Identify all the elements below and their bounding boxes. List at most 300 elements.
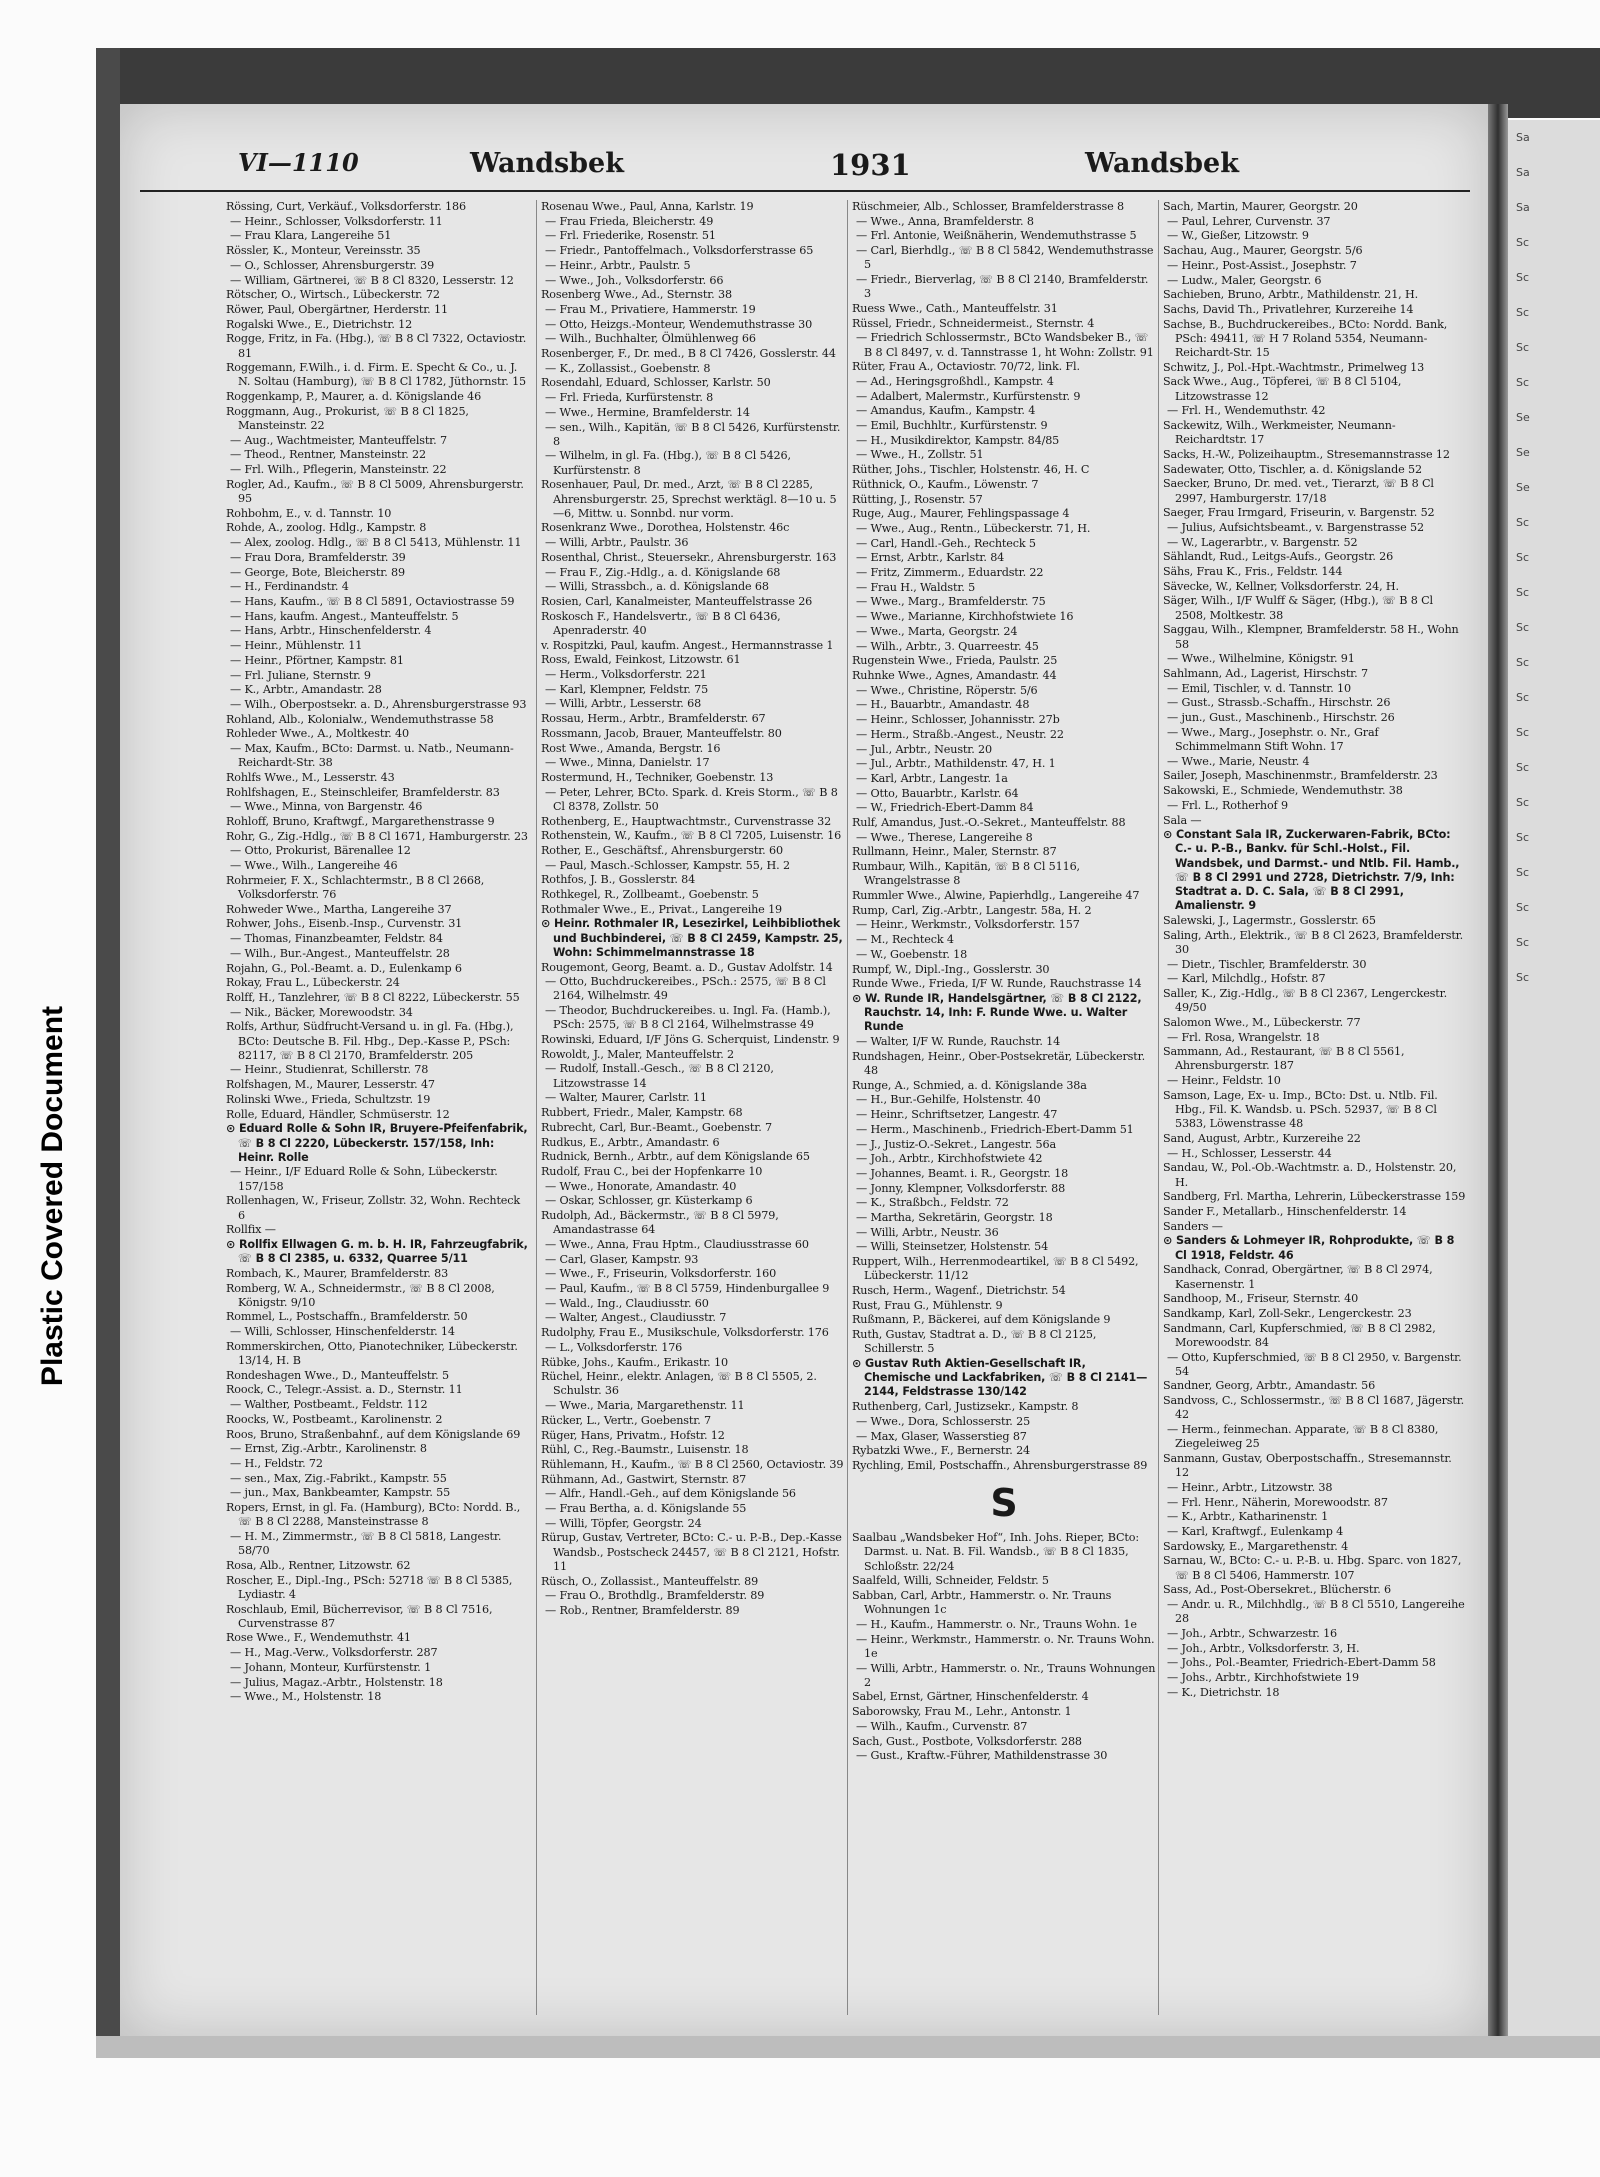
directory-entry: — Alex, zoolog. Hdlg., ☏ B 8 Cl 5413, Mühlenstr. 11 <box>230 536 522 550</box>
section-letter-heading: S <box>990 1481 1018 1526</box>
directory-entry: Rohrmeier, F. X., Schlachtermstr., B 8 Cl 2668, Volksdorferstr. 76 <box>226 873 485 902</box>
directory-entry: — Willi, Strassbch., a. d. Königslande 68 <box>545 580 769 594</box>
directory-entry: Sandhack, Conrad, Obergärtner, ☏ B 8 Cl 2974, Kasernenstr. 1 <box>1163 1263 1433 1291</box>
directory-entry: — Wwe., M., Holstenstr. 18 <box>230 1690 382 1704</box>
directory-entry: Ropers, Ernst, in gl. Fa. (Hamburg), BCto: Nordd. B., ☏ B 8 Cl 2288, Mansteinstrasse 8 <box>226 1501 521 1529</box>
directory-entry: Roschlaub, Emil, Bücherrevisor, ☏ B 8 Cl 7516, Curvenstrasse 87 <box>226 1602 493 1630</box>
directory-entry: — Julius, Magaz.-Arbtr., Holstenstr. 18 <box>230 1675 443 1689</box>
directory-entry: Rumpf, W., Dipl.-Ing., Gosslerstr. 30 <box>852 962 1050 976</box>
directory-entry: — Heinr., Arbtr., Paulstr. 5 <box>545 258 691 272</box>
directory-entry: — H., Mag.-Verw., Volksdorferstr. 287 <box>230 1646 438 1660</box>
directory-entry: — Ernst, Arbtr., Karlstr. 84 <box>856 551 1005 565</box>
directory-entry: Runge, A., Schmied, a. d. Königslande 38a <box>852 1078 1087 1092</box>
directory-entry: — Frau Klara, Langereihe 51 <box>230 229 392 243</box>
directory-entry: — Frl. Antonie, Weißnäherin, Wendemuthstrasse 5 <box>856 229 1137 243</box>
directory-entry: — Wwe., Minna, von Bargenstr. 46 <box>230 800 423 814</box>
directory-entry: — Heinr., Schlosser, Volksdorferstr. 11 <box>230 214 443 228</box>
facing-page-fragment: Sc <box>1516 236 1530 249</box>
directory-entry: Sachs, David Th., Privatlehrer, Kurzereihe 14 <box>1163 302 1414 316</box>
directory-entry: Sandau, W., Pol.-Ob.-Wachtmstr. a. D., Holstenstr. 20, H. <box>1163 1161 1457 1189</box>
directory-entry: Rother, E., Geschäftsf., Ahrensburgerstr. 60 <box>541 843 783 857</box>
directory-entry: — Heinr., Werkmstr., Hammerstr. o. Nr. Trauns Wohn. 1e <box>856 1632 1155 1660</box>
facing-page-edge <box>1508 120 1600 2040</box>
directory-entry: — Julius, Aufsichtsbeamt., v. Bargenstrasse 52 <box>1167 520 1424 534</box>
directory-entry: — H., Kaufm., Hammerstr. o. Nr., Trauns Wohn. 1e <box>856 1617 1137 1631</box>
directory-entry: Sackewitz, Wilh., Werkmeister, Neumann-Reichardtstr. 17 <box>1163 419 1396 447</box>
directory-entry: — Otto, Kupferschmied, ☏ B 8 Cl 2950, v. Bargenstr. 54 <box>1167 1350 1462 1378</box>
directory-entry: — H., Bur.-Gehilfe, Holstenstr. 40 <box>856 1093 1041 1107</box>
directory-entry: — Joh., Arbtr., Schwarzestr. 16 <box>1167 1626 1338 1640</box>
directory-entry: — K., Zollassist., Goebenstr. 8 <box>545 361 711 375</box>
directory-entry: — Herm., Maschinenb., Friedrich-Ebert-Damm 51 <box>856 1122 1134 1136</box>
directory-entry: — Thomas, Finanzbeamter, Feldstr. 84 <box>230 932 443 946</box>
directory-entry: Sailer, Joseph, Maschinenmstr., Bramfelderstr. 23 <box>1163 769 1438 783</box>
directory-entry: Rosendahl, Eduard, Schlosser, Karlstr. 50 <box>541 376 771 390</box>
facing-page-fragment: Sc <box>1516 621 1530 634</box>
directory-entry: Saecker, Bruno, Dr. med. vet., Tierarzt, ☏ B 8 Cl 2997, Hamburgerstr. 17/18 <box>1163 477 1434 505</box>
directory-entry: Rullmann, Heinr., Maler, Sternstr. 87 <box>852 845 1057 859</box>
directory-entry: Rose Wwe., F., Wendemuthstr. 41 <box>226 1631 411 1645</box>
directory-entry: — Hans, Arbtr., Hinschenfelderstr. 4 <box>230 624 432 638</box>
directory-entry: Rogalski Wwe., E., Dietrichstr. 12 <box>226 317 413 331</box>
directory-entry: Rudolphy, Frau E., Musikschule, Volksdorferstr. 176 <box>541 1326 829 1340</box>
directory-entry: Rumbaur, Wilh., Kapitän, ☏ B 8 Cl 5116, Wrangelstrasse 8 <box>852 860 1080 888</box>
directory-entry: — Frl. Juliane, Sternstr. 9 <box>230 668 371 682</box>
directory-entry: Rohleder Wwe., A., Moltkestr. 40 <box>226 727 409 741</box>
directory-entry: — H., Schlosser, Lesserstr. 44 <box>1167 1146 1332 1160</box>
directory-entry: Ruess Wwe., Cath., Manteuffelstr. 31 <box>852 301 1058 315</box>
book-spine <box>1488 104 1508 2054</box>
directory-entry: — Max, Kaufm., BCto: Darmst. u. Natb., Neumann-Reichardt-Str. 38 <box>230 742 514 770</box>
facing-page-fragment: Sc <box>1516 691 1530 704</box>
directory-entry: — sen., Max, Zig.-Fabrikt., Kampstr. 55 <box>230 1471 447 1485</box>
directory-entry: Ruth, Gustav, Stadtrat a. D., ☏ B 8 Cl 2125, Schillerstr. 5 <box>852 1328 1097 1356</box>
directory-column-4 <box>1158 200 1467 2015</box>
facing-page-fragment: Sc <box>1516 516 1530 529</box>
directory-entry: — Wwe., Marianne, Kirchhofstwiete 16 <box>856 610 1074 624</box>
directory-entry: — Frau M., Privatiere, Hammerstr. 19 <box>545 302 756 316</box>
directory-entry: Sala — <box>1163 813 1202 827</box>
facing-page-fragment: Sc <box>1516 936 1530 949</box>
facing-page-fragment: Sc <box>1516 761 1530 774</box>
directory-entry: Rosenhauer, Paul, Dr. med., Arzt, ☏ B 8 Cl 2285, Ahrensburgerstr. 25, Sprechst werktägl. 8—10 u. 5—6, Mittw. u. Sonnbd. nur vorm. <box>541 478 837 520</box>
directory-columns <box>226 200 1476 2015</box>
directory-entry: Saalfeld, Willi, Schneider, Feldstr. 5 <box>852 1574 1049 1588</box>
directory-entry: — Wwe., Marie, Neustr. 4 <box>1167 754 1310 768</box>
directory-entry: — Rudolf, Install.-Gesch., ☏ B 8 Cl 2120, Litzowstrasse 14 <box>545 1062 774 1090</box>
directory-entry: — Wilh., Buchhalter, Ölmühlenweg 66 <box>545 332 756 346</box>
directory-entry: Rüchel, Heinr., elektr. Anlagen, ☏ B 8 Cl 5505, 2. Schulstr. 36 <box>541 1370 817 1398</box>
directory-entry: — Carl, Handl.-Geh., Rechteck 5 <box>856 536 1036 550</box>
directory-entry: Rosenberg Wwe., Ad., Sternstr. 38 <box>541 288 732 302</box>
directory-entry: — Frl. L., Rotherhof 9 <box>1167 798 1288 812</box>
directory-entry: Rogler, Ad., Kaufm., ☏ B 8 Cl 5009, Ahrensburgerstr. 95 <box>226 477 524 506</box>
directory-entry: — Otto, Heizgs.-Monteur, Wendemuthstrasse 30 <box>545 317 813 331</box>
directory-entry: Rost Wwe., Amanda, Bergstr. 16 <box>541 741 721 755</box>
facing-page-fragment: Sc <box>1516 341 1530 354</box>
directory-entry: Rubrecht, Carl, Bur.-Beamt., Goebenstr. 7 <box>541 1120 772 1134</box>
directory-entry: Saeger, Frau Irmgard, Friseurin, v. Bargenstr. 52 <box>1163 506 1435 520</box>
directory-entry: ⊙ Heinr. Rothmaler IR, Lesezirkel, Leihbibliothek und Buchbinderei, ☏ B 8 Cl 2459, Kampstr. 25, Wohn: Schimmelmannstrasse 18 <box>541 917 843 959</box>
directory-entry: Rolle, Eduard, Händler, Schmüserstr. 12 <box>226 1107 450 1121</box>
directory-entry: — Hans, kaufm. Angest., Manteuffelstr. 5 <box>230 609 459 623</box>
directory-entry: Rothenberg, E., Hauptwachtmstr., Curvenstrasse 32 <box>541 814 832 828</box>
directory-entry: Roscher, E., Dipl.-Ing., PSch: 52718 ☏ B 8 Cl 5385, Lydiastr. 4 <box>226 1573 513 1601</box>
directory-entry: Rulf, Amandus, Just.-O.-Sekret., Manteuffelstr. 88 <box>852 816 1126 830</box>
directory-entry: Rybatzki Wwe., F., Bernerstr. 24 <box>852 1444 1030 1458</box>
directory-entry: — Friedrich Schlossermstr., BCto Wandsbeker B., ☏ B 8 Cl 8497, v. d. Tannstrasse 1, ht Wohn: Zollstr. 91 <box>856 331 1154 359</box>
directory-entry: — Willi, Arbtr., Paulstr. 36 <box>545 536 689 550</box>
directory-entry: — Wwe., Anna, Bramfelderstr. 8 <box>856 214 1034 228</box>
directory-entry: — Johann, Monteur, Kurfürstenstr. 1 <box>230 1660 432 1674</box>
directory-entry: — Heinr., Feldstr. 10 <box>1167 1074 1281 1088</box>
directory-entry: Rust, Frau G., Mühlenstr. 9 <box>852 1298 1003 1312</box>
directory-entry: Rogge, Fritz, in Fa. (Hbg.), ☏ B 8 Cl 7322, Octaviostr. 81 <box>226 332 527 360</box>
facing-page-fragment: Sc <box>1516 376 1530 389</box>
directory-entry: — Ludw., Maler, Georgstr. 6 <box>1167 273 1322 287</box>
directory-entry: — Frl. Friederike, Rosenstr. 51 <box>545 229 716 243</box>
directory-entry: Rokay, Frau L., Lübeckerstr. 24 <box>226 976 400 990</box>
directory-entry: Rosa, Alb., Rentner, Litzowstr. 62 <box>226 1558 411 1572</box>
directory-entry: Rohwer, Johs., Eisenb.-Insp., Curvenstr. 31 <box>226 917 463 931</box>
directory-entry: — Jonny, Klempner, Volksdorferstr. 88 <box>856 1181 1066 1195</box>
directory-entry: — Wwe., Maria, Margarethenstr. 11 <box>545 1399 745 1413</box>
directory-entry: — sen., Wilh., Kapitän, ☏ B 8 Cl 5426, Kurfürstenstr. 8 <box>545 420 841 448</box>
directory-entry: — Willi, Schlosser, Hinschenfelderstr. 14 <box>230 1325 455 1339</box>
directory-entry: — Walter, I/F W. Runde, Rauchstr. 14 <box>856 1035 1061 1049</box>
side-label: Plastic Covered Document <box>36 1005 69 1387</box>
directory-entry: Röwer, Paul, Obergärtner, Herderstr. 11 <box>226 302 448 316</box>
directory-entry: Sand, August, Arbtr., Kurzereihe 22 <box>1163 1132 1361 1145</box>
directory-entry: — Heinr., Mühlenstr. 11 <box>230 639 363 653</box>
directory-entry: — Wwe., F., Friseurin, Volksdorferstr. 160 <box>545 1267 777 1281</box>
directory-entry: Rohloff, Bruno, Kraftwgf., Margarethenstrasse 9 <box>226 815 495 829</box>
facing-page-fragment: Sa <box>1516 131 1530 144</box>
directory-entry: Sakowski, E., Schmiede, Wendemuthstr. 38 <box>1163 784 1403 798</box>
directory-entry: — Carl, Glaser, Kampstr. 93 <box>545 1252 699 1266</box>
directory-entry: Rössing, Curt, Verkäuf., Volksdorferstr. 186 <box>226 200 466 213</box>
directory-entry: — Paul, Lehrer, Curvenstr. 37 <box>1167 214 1331 228</box>
directory-entry: Ruppert, Wilh., Herrenmodeartikel, ☏ B 8 Cl 5492, Lübeckerstr. 11/12 <box>852 1255 1139 1283</box>
facing-page-fragment: Sc <box>1516 831 1530 844</box>
directory-entry: ⊙ Rollfix Ellwagen G. m. b. H. IR, Fahrzeugfabrik, ☏ B 8 Cl 2385, u. 6332, Quarree 5/11 <box>226 1237 528 1266</box>
directory-entry: — W., Friedrich-Ebert-Damm 84 <box>856 801 1034 815</box>
directory-entry: Ross, Ewald, Feinkost, Litzowstr. 61 <box>541 653 741 667</box>
facing-page-fragment: Sa <box>1516 166 1530 179</box>
directory-entry: Sandberg, Frl. Martha, Lehrerin, Lübeckerstrasse 159 <box>1163 1190 1466 1204</box>
directory-entry: — Heinr., I/F Eduard Rolle & Sohn, Lübeckerstr. 157/158 <box>230 1165 498 1193</box>
directory-entry: Rosenberger, F., Dr. med., B 8 Cl 7426, Gosslerstr. 44 <box>541 347 836 361</box>
directory-entry: Rusch, Herm., Wagenf., Dietrichstr. 54 <box>852 1284 1066 1298</box>
directory-entry: — Ernst, Zig.-Arbtr., Karolinenstr. 8 <box>230 1442 427 1456</box>
directory-entry: Schwitz, J., Pol.-Hpt.-Wachtmstr., Primelweg 13 <box>1163 360 1425 374</box>
directory-entry: Rüsch, O., Zollassist., Manteuffelstr. 89 <box>541 1574 759 1588</box>
directory-entry: — Wwe., Wilh., Langereihe 46 <box>230 859 398 873</box>
directory-entry: Sach, Martin, Maurer, Georgstr. 20 <box>1163 200 1358 213</box>
directory-entry: Saling, Arth., Elektrik., ☏ B 8 Cl 2623, Bramfelderstr. 30 <box>1163 928 1464 956</box>
directory-entry: Rolfs, Arthur, Südfrucht-Versand u. in gl. Fa. (Hbg.), BCto: Deutsche B. Fil. Hbg., Dep.-Kasse P., PSch: 82117, ☏ B 8 Cl 2170, Bramfelderstr. 205 <box>226 1020 514 1062</box>
directory-entry: Rolinski Wwe., Frieda, Schultzstr. 19 <box>226 1092 431 1106</box>
directory-entry: Rußmann, P., Bäckerei, auf dem Königslande 9 <box>852 1313 1111 1327</box>
directory-entry: Samson, Lage, Ex- u. Imp., BCto: Dst. u. Ntlb. Fil. Hbg., Fil. K. Wandsb. u. PSch. 52937, ☏ B 8 Cl 5383, Löwenstrasse 48 <box>1163 1088 1438 1131</box>
facing-page-fragment: Sa <box>1516 201 1530 214</box>
directory-entry: Rothmaler Wwe., E., Privat., Langereihe 19 <box>541 902 782 916</box>
directory-entry: — Karl, Kraftwgf., Eulenkamp 4 <box>1167 1524 1344 1538</box>
directory-entry: Rötscher, O., Wirtsch., Lübeckerstr. 72 <box>226 288 440 302</box>
directory-entry: Sandmann, Carl, Kupferschmied, ☏ B 8 Cl 2982, Morewoodstr. 84 <box>1163 1321 1436 1349</box>
directory-entry: — Wwe., H., Zollstr. 51 <box>856 448 984 462</box>
directory-entry: — Johs., Arbtr., Kirchhofstwiete 19 <box>1167 1671 1359 1685</box>
directory-entry: — Gust., Strassb.-Schaffn., Hirschstr. 26 <box>1167 696 1391 710</box>
directory-entry: Rougemont, Georg, Beamt. a. D., Gustav Adolfstr. 14 <box>541 960 833 974</box>
directory-entry: — K., Straßbch., Feldstr. 72 <box>856 1196 1009 1210</box>
directory-entry: — Joh., Arbtr., Kirchhofstwiete 42 <box>856 1152 1043 1166</box>
directory-entry: Roock, C., Telegr.-Assist. a. D., Sternstr. 11 <box>226 1383 463 1397</box>
directory-entry: Rummler Wwe., Alwine, Papierhdlg., Langereihe 47 <box>852 889 1140 903</box>
directory-column-3 <box>847 200 1156 2015</box>
directory-entry: Sardowsky, E., Margarethenstr. 4 <box>1163 1539 1349 1553</box>
directory-entry: — H., Bauarbtr., Amandastr. 48 <box>856 698 1030 712</box>
directory-entry: Rüter, Frau A., Octaviostr. 70/72, link. Fl. <box>852 360 1080 374</box>
directory-entry: — Frl. Frieda, Kurfürstenstr. 8 <box>545 391 714 405</box>
directory-entry: — Ad., Heringsgroßhdl., Kampstr. 4 <box>856 374 1054 388</box>
facing-page-fragment: Sc <box>1516 971 1530 984</box>
directory-entry: — Heinr., Arbtr., Litzowstr. 38 <box>1167 1480 1333 1494</box>
directory-entry: Rugenstein Wwe., Frieda, Paulstr. 25 <box>852 654 1058 668</box>
directory-entry: — Herm., feinmechan. Apparate, ☏ B 8 Cl 8380, Ziegeleiweg 25 <box>1167 1423 1439 1451</box>
directory-entry: — Frau H., Waldstr. 5 <box>856 580 976 594</box>
directory-entry: Rüschmeier, Alb., Schlosser, Bramfelderstrasse 8 <box>852 200 1124 213</box>
directory-entry: Salewski, J., Lagermstr., Gosslerstr. 65 <box>1163 913 1376 927</box>
directory-entry: Rundshagen, Heinr., Ober-Postsekretär, Lübeckerstr. 48 <box>852 1049 1145 1077</box>
directory-entry: — Heinr., Werkmstr., Volksdorferstr. 157 <box>856 918 1080 932</box>
directory-entry: ⊙ W. Runde IR, Handelsgärtner, ☏ B 8 Cl 2122, Rauchstr. 14, Inh: F. Runde Wwe. u. Walter Runde <box>852 991 1142 1034</box>
directory-entry: Rollfix — <box>226 1223 276 1237</box>
directory-entry: Ruge, Aug., Maurer, Fehlingspassage 4 <box>852 507 1070 521</box>
page-header <box>140 138 1470 192</box>
directory-entry: Rohr, G., Zig.-Hdlg., ☏ B 8 Cl 1671, Hamburgerstr. 23 <box>226 829 528 843</box>
directory-entry: — Carl, Bierhdlg., ☏ B 8 Cl 5842, Wendemuthstrasse 5 <box>856 244 1154 272</box>
directory-entry: Rudnick, Bernh., Arbtr., auf dem Königslande 65 <box>541 1150 810 1164</box>
directory-entry: — Otto, Bauarbtr., Karlstr. 64 <box>856 786 1019 800</box>
directory-entry: — Wilhelm, in gl. Fa. (Hbg.), ☏ B 8 Cl 5426, Kurfürstenstr. 8 <box>545 449 791 477</box>
directory-entry: Rollenhagen, W., Friseur, Zollstr. 32, Wohn. Rechteck 6 <box>226 1194 521 1222</box>
directory-entry: — Frau Bertha, a. d. Königslande 55 <box>545 1502 747 1516</box>
facing-page-fragment: Se <box>1516 481 1530 494</box>
directory-entry: Rössler, K., Monteur, Vereinsstr. 35 <box>226 244 421 258</box>
directory-entry: Sach, Gust., Postbote, Volksdorferstr. 288 <box>852 1734 1082 1748</box>
directory-entry: — Friedr., Pantoffelmach., Volksdorferstrasse 65 <box>545 244 814 258</box>
directory-entry: — Frl. Rosa, Wrangelstr. 18 <box>1167 1030 1320 1044</box>
directory-entry: Saborowsky, Frau M., Lehr., Antonstr. 1 <box>852 1705 1072 1719</box>
directory-entry: — Wwe., Christine, Röperstr. 5/6 <box>856 683 1038 697</box>
directory-entry: — L., Volksdorferstr. 176 <box>545 1340 683 1354</box>
directory-entry: — M., Rechteck 4 <box>856 933 954 947</box>
directory-entry: Rothenstein, W., Kaufm., ☏ B 8 Cl 7205, Luisenstr. 16 <box>541 829 842 843</box>
directory-entry: Rychling, Emil, Postschaffn., Ahrensburgerstrasse 89 <box>852 1458 1148 1472</box>
directory-entry: Rosenkranz Wwe., Dorothea, Holstenstr. 46c <box>541 521 790 535</box>
directory-entry: Rühl, C., Reg.-Baumstr., Luisenstr. 18 <box>541 1443 749 1457</box>
directory-entry: — Alfr., Handl.-Geh., auf dem Königslande 56 <box>545 1487 796 1501</box>
directory-entry: Sandkamp, Karl, Zoll-Sekr., Lengerckestr. 23 <box>1163 1306 1412 1320</box>
directory-entry: — Martha, Sekretärin, Georgstr. 18 <box>856 1211 1053 1225</box>
directory-entry: Rüther, Johs., Tischler, Holstenstr. 46, H. C <box>852 463 1090 477</box>
facing-page-fragment: Sc <box>1516 866 1530 879</box>
directory-entry: Rothkegel, R., Zollbeamt., Goebenstr. 5 <box>541 888 759 902</box>
directory-entry: Rübke, Johs., Kaufm., Erikastr. 10 <box>541 1355 728 1369</box>
directory-entry: — Frau Frieda, Bleicherstr. 49 <box>545 214 714 228</box>
directory-entry: Roggenkamp, P., Maurer, a. d. Königslande 46 <box>226 390 482 404</box>
directory-entry: Rudolph, Ad., Bäckermstr., ☏ B 8 Cl 5979, Amandastrasse 64 <box>541 1209 779 1237</box>
directory-entry: — Emil, Tischler, v. d. Tannstr. 10 <box>1167 681 1351 695</box>
directory-entry: Rohland, Alb., Kolonialw., Wendemuthstrasse 58 <box>226 712 494 726</box>
directory-entry: — Herm., Volksdorferstr. 221 <box>545 668 707 681</box>
directory-entry: — Wwe., Marg., Bramfelderstr. 75 <box>856 595 1046 609</box>
directory-entry: — Max, Glaser, Wasserstieg 87 <box>856 1429 1027 1443</box>
directory-entry: — Willi, Steinsetzer, Holstenstr. 54 <box>856 1240 1049 1254</box>
directory-entry: Salomon Wwe., M., Lübeckerstr. 77 <box>1163 1015 1361 1029</box>
directory-entry: Sachieben, Bruno, Arbtr., Mathildenstr. 21, H. <box>1163 288 1418 302</box>
scanner-shadow-bottom <box>96 2036 1600 2058</box>
directory-entry: — Wilh., Bur.-Angest., Manteuffelstr. 28 <box>230 946 450 960</box>
directory-entry: — Jul., Arbtr., Mathildenstr. 47, H. 1 <box>856 757 1056 771</box>
directory-entry: Sack Wwe., Aug., Töpferei, ☏ B 8 Cl 5104, Litzowstrasse 12 <box>1163 375 1402 403</box>
directory-column-2 <box>536 200 845 2015</box>
directory-entry: Rohweder Wwe., Martha, Langereihe 37 <box>226 902 452 916</box>
facing-page-fragment: Sc <box>1516 551 1530 564</box>
directory-entry: — Herm., Straßb.-Angest., Neustr. 22 <box>856 727 1064 741</box>
directory-entry: Sacks, H.-W., Polizeihauptm., Stresemannstrasse 12 <box>1163 447 1450 461</box>
directory-entry: Ruthenberg, Carl, Justizsekr., Kampstr. 8 <box>852 1400 1079 1414</box>
directory-entry: Saggau, Wilh., Klempner, Bramfelderstr. 58 H., Wohn 58 <box>1163 623 1459 651</box>
left-running-title: Wandsbek <box>470 148 624 179</box>
directory-entry: Sanders — <box>1163 1219 1223 1233</box>
directory-entry: ⊙ Constant Sala IR, Zuckerwaren-Fabrik, BCto: C.- u. P.-B., Bankv. für Schl.-Holst., Fil. Wandsbek, und Darmst.- und Ntlb. Fil. Hamb., ☏ B 8 Cl 2991 und 2728, Dietrichstr. 7/9, Inh: Stadtrat a. D. C. Sala, ☏ B 8 Cl 2991, Amalienstr. 9 <box>1163 828 1460 913</box>
directory-entry: — Heinr., Schriftsetzer, Langestr. 47 <box>856 1108 1058 1122</box>
directory-entry: — Karl, Milchdlg., Hofstr. 87 <box>1167 972 1326 986</box>
facing-page-fragment: Sc <box>1516 656 1530 669</box>
directory-entry: — Wilh., Oberpostsekr. a. D., Ahrensburgerstrasse 93 <box>230 697 527 711</box>
directory-entry: Rühmann, Ad., Gastwirt, Sternstr. 87 <box>541 1472 747 1486</box>
directory-entry: — jun., Gust., Maschinenb., Hirschstr. 26 <box>1167 711 1395 725</box>
year-title: 1931 <box>830 148 911 182</box>
directory-entry: — H., Ferdinandstr. 4 <box>230 580 349 594</box>
directory-entry: — Wwe., Honorate, Amandastr. 40 <box>545 1179 737 1193</box>
directory-entry: — Frl. Wilh., Pflegerin, Mansteinstr. 22 <box>230 463 447 477</box>
directory-entry: Rüssel, Friedr., Schneidermeist., Sternstr. 4 <box>852 316 1095 330</box>
directory-entry: — Frau O., Brothdlg., Bramfelderstr. 89 <box>545 1589 765 1603</box>
directory-entry: — Otto, Buchdruckereibes., PSch.: 2575, ☏ B 8 Cl 2164, Wilhelmstr. 49 <box>545 975 826 1003</box>
directory-entry: Rohbohm, E., v. d. Tannstr. 10 <box>226 506 392 520</box>
directory-entry: — W., Lagerarbtr., v. Bargenstr. 52 <box>1167 535 1358 549</box>
directory-entry: Sander F., Metallarb., Hinschenfelderstr. 14 <box>1163 1205 1407 1219</box>
directory-entry: Rürup, Gustav, Vertreter, BCto: C.- u. P.-B., Dep.-Kasse Wandsb., Postscheck 24457, ☏ B 8 Cl 2121, Hofstr. 11 <box>541 1531 842 1573</box>
directory-entry: — Dietr., Tischler, Bramfelderstr. 30 <box>1167 957 1367 971</box>
directory-entry: — Andr. u. R., Milchhdlg., ☏ B 8 Cl 5510, Langereihe 28 <box>1167 1598 1465 1626</box>
facing-page-fragment: Se <box>1516 446 1530 459</box>
directory-entry: ⊙ Sanders & Lohmeyer IR, Rohprodukte, ☏ B 8 Cl 1918, Feldstr. 46 <box>1163 1234 1455 1262</box>
directory-entry: — Wilh., Kaufm., Curvenstr. 87 <box>856 1719 1028 1733</box>
directory-entry: Rothfos, J. B., Gosslerstr. 84 <box>541 873 696 887</box>
directory-entry: — Willi, Töpfer, Georgstr. 24 <box>545 1516 702 1530</box>
directory-entry: Rosenthal, Christ., Steuersekr., Ahrensburgerstr. 163 <box>541 550 837 564</box>
directory-entry: — Wilh., Arbtr., 3. Quarreestr. 45 <box>856 639 1039 653</box>
directory-entry: Sachau, Aug., Maurer, Georgstr. 5/6 <box>1163 244 1363 258</box>
directory-entry: v. Rospitzki, Paul, kaufm. Angest., Hermannstrasse 1 <box>541 638 834 652</box>
directory-entry: — Frl. H., Wendemuthstr. 42 <box>1167 404 1326 418</box>
directory-entry: ⊙ Eduard Rolle & Sohn IR, Bruyere-Pfeifenfabrik, ☏ B 8 Cl 2220, Lübeckerstr. 157/158, Inh: Heinr. Rolle <box>226 1122 528 1164</box>
directory-entry: Roskosch F., Handelsvertr., ☏ B 8 Cl 6436, Apenraderstr. 40 <box>541 609 781 637</box>
right-running-title: Wandsbek <box>1085 148 1239 179</box>
directory-entry: — Walter, Maurer, Carlstr. 11 <box>545 1091 707 1105</box>
directory-entry: Sandhoop, M., Friseur, Sternstr. 40 <box>1163 1292 1359 1306</box>
directory-entry: Sävecke, W., Kellner, Volksdorferstr. 24, H. <box>1163 579 1399 593</box>
directory-entry: Rücker, L., Vertr., Goebenstr. 7 <box>541 1413 711 1427</box>
directory-entry: Rossmann, Jacob, Brauer, Manteuffelstr. 80 <box>541 726 782 740</box>
directory-entry: Rohlfs Wwe., M., Lesserstr. 43 <box>226 770 395 784</box>
directory-entry: — Heinr., Schlosser, Johannisstr. 27b <box>856 713 1060 727</box>
directory-entry: Rondeshagen Wwe., D., Manteuffelstr. 5 <box>226 1368 449 1382</box>
directory-entry: — Peter, Lehrer, BCto. Spark. d. Kreis Storm., ☏ B 8 Cl 8378, Zollstr. 50 <box>545 785 838 813</box>
directory-entry: Sählandt, Rud., Leitgs-Aufs., Georgstr. 26 <box>1163 550 1394 564</box>
directory-entry: Rolff, H., Tanzlehrer, ☏ B 8 Cl 8222, Lübeckerstr. 55 <box>226 990 520 1004</box>
directory-entry: — Johs., Pol.-Beamter, Friedrich-Ebert-Damm 58 <box>1167 1656 1436 1670</box>
directory-entry: — H., Feldstr. 72 <box>230 1456 323 1470</box>
directory-entry: Sabban, Carl, Arbtr., Hammerstr. o. Nr. Trauns Wohnungen 1c <box>852 1588 1112 1617</box>
directory-entry: — Emil, Buchhltr., Kurfürstenstr. 9 <box>856 419 1048 433</box>
directory-entry: Sammann, Ad., Restaurant, ☏ B 8 Cl 5561, Ahrensburgerstr. 187 <box>1163 1045 1405 1073</box>
directory-entry: Rombach, K., Maurer, Bramfelderstr. 83 <box>226 1266 449 1280</box>
directory-entry: Roggmann, Aug., Prokurist, ☏ B 8 Cl 1825, Mansteinstr. 22 <box>226 404 469 433</box>
facing-page-fragment: Sc <box>1516 586 1530 599</box>
directory-entry: — Jul., Arbtr., Neustr. 20 <box>856 742 992 756</box>
directory-entry: Rowoldt, J., Maler, Manteuffelstr. 2 <box>541 1047 734 1061</box>
directory-entry: — Paul, Masch.-Schlosser, Kampstr. 55, H. 2 <box>545 858 790 872</box>
directory-entry: — William, Gärtnerei, ☏ B 8 Cl 8320, Lesserstr. 12 <box>230 273 514 287</box>
directory-entry: — Amandus, Kaufm., Kampstr. 4 <box>856 404 1036 418</box>
directory-entry: — Frau F., Zig.-Hdlg., a. d. Königslande 68 <box>545 565 781 579</box>
directory-entry: Romberg, W. A., Schneidermstr., ☏ B 8 Cl 2008, Königstr. 9/10 <box>226 1281 495 1309</box>
directory-entry: Rump, Carl, Zig.-Arbtr., Langestr. 58a, H. 2 <box>852 903 1092 917</box>
directory-entry: Rojahn, G., Pol.-Beamt. a. D., Eulenkamp 6 <box>226 961 462 975</box>
directory-entry: — Wwe., Dora, Schlosserstr. 25 <box>856 1414 1031 1428</box>
directory-entry: Ruhnke Wwe., Agnes, Amandastr. 44 <box>852 669 1057 682</box>
facing-page-fragment: Sc <box>1516 726 1530 739</box>
directory-entry: — Wwe., Wilhelmine, Königstr. 91 <box>1167 652 1355 666</box>
page-number: VI—1110 <box>238 148 359 177</box>
directory-entry: — K., Arbtr., Amandastr. 28 <box>230 683 382 697</box>
directory-entry: — Frl. Henr., Näherin, Morewoodstr. 87 <box>1167 1495 1388 1509</box>
directory-entry: Rühlemann, H., Kaufm., ☏ B 8 Cl 2560, Octaviostr. 39 <box>541 1457 844 1471</box>
directory-entry: — J., Justiz-O.-Sekret., Langestr. 56a <box>856 1137 1057 1151</box>
directory-entry: — Wwe., Anna, Frau Hptm., Claudiusstrasse 60 <box>545 1237 809 1251</box>
directory-entry: — K., Dietrichstr. 18 <box>1167 1685 1280 1699</box>
directory-entry: Roos, Bruno, Straßenbahnf., auf dem Königslande 69 <box>226 1427 521 1441</box>
directory-entry: — Heinr., Pförtner, Kampstr. 81 <box>230 653 404 667</box>
directory-entry: Rüger, Hans, Privatm., Hofstr. 12 <box>541 1428 725 1442</box>
directory-entry: — Aug., Wachtmeister, Manteuffelstr. 7 <box>230 433 447 447</box>
directory-entry: Rowinski, Eduard, I/F Jöns G. Scherquist, Lindenstr. 9 <box>541 1033 840 1047</box>
directory-entry: — K., Arbtr., Katharinenstr. 1 <box>1167 1510 1329 1524</box>
directory-entry: — Nik., Bäcker, Morewoodstr. 34 <box>230 1005 413 1019</box>
directory-entry: — Willi, Arbtr., Lesserstr. 68 <box>545 697 702 711</box>
facing-page-fragment: Sc <box>1516 306 1530 319</box>
directory-entry: Rostermund, H., Techniker, Goebenstr. 13 <box>541 770 774 784</box>
directory-entry: Sandvoss, C., Schlossermstr., ☏ B 8 Cl 1687, Jägerstr. 42 <box>1163 1394 1465 1422</box>
directory-entry: — Frau Dora, Bramfelderstr. 39 <box>230 550 406 564</box>
directory-entry: Rohde, A., zoolog. Hdlg., Kampstr. 8 <box>226 521 427 535</box>
directory-entry: Rudkus, E., Arbtr., Amandastr. 6 <box>541 1135 720 1149</box>
